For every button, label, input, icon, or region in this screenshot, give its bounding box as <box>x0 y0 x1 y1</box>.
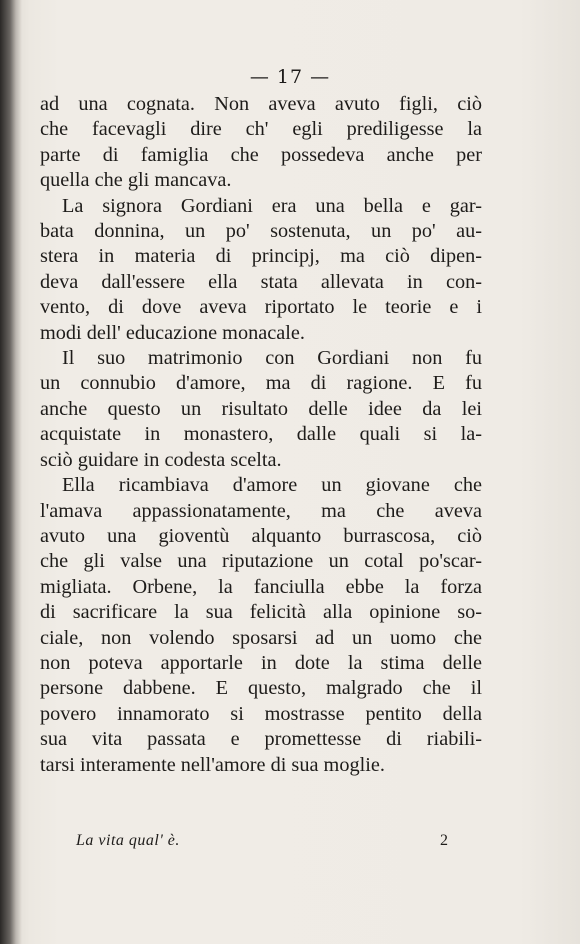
book-spine-shadow <box>0 0 22 944</box>
text-line: persone dabbene. E questo, malgrado che il <box>40 677 482 700</box>
text-line: parte di famiglia che possedeva anche per <box>40 143 482 166</box>
page-footer <box>76 832 448 850</box>
footer-running-title: La vita qual' è. <box>76 832 180 849</box>
text-line: non poteva apportarle in dote la stima delle <box>40 651 482 674</box>
text-line: un connubio d'amore, ma di ragione. E fu <box>40 372 482 395</box>
paragraph <box>40 92 482 194</box>
text-line: ciale, non volendo sposarsi ad un uomo che <box>40 626 482 649</box>
text-line: sua vita passata e promettesse di riabili- <box>40 728 482 751</box>
text-line: quella che gli mancava. <box>40 169 232 192</box>
text-line: acquistate in monastero, dalle quali si la- <box>40 423 482 446</box>
text-line: anche questo un risultato delle idee da lei <box>40 397 482 420</box>
text-line: stera in materia di principj, ma ciò dipen- <box>40 245 482 268</box>
text-line: l'amava appassionatamente, ma che aveva <box>40 499 482 522</box>
text-line: vento, di dove aveva riportato le teorie e i <box>40 296 482 319</box>
text-line: Il suo matrimonio con Gordiani non fu <box>62 347 482 370</box>
text-line: povero innamorato si mostrasse pentito della <box>40 702 482 725</box>
page-body-text <box>40 92 482 778</box>
text-line: che gli valse una riputazione un cotal po'scar- <box>40 550 482 573</box>
text-line: bata donnina, un po' sostenuta, un po' au- <box>40 220 482 243</box>
text-line: tarsi interamente nell'amore di sua moglie. <box>40 753 385 776</box>
paragraph <box>40 346 482 473</box>
text-line: Ella ricambiava d'amore un giovane che <box>62 474 482 497</box>
text-line: sciò guidare in codesta scelta. <box>40 448 282 471</box>
paragraph <box>40 194 482 346</box>
text-line: di sacrificare la sua felicità alla opinione so- <box>40 601 482 624</box>
text-line: che facevagli dire ch' egli prediligesse la <box>40 118 482 141</box>
text-line: migliata. Orbene, la fanciulla ebbe la forza <box>40 575 482 598</box>
text-line: avuto una gioventù alquanto burrascosa, ciò <box>40 524 482 547</box>
text-line: La signora Gordiani era una bella e gar- <box>62 194 482 217</box>
paragraph <box>40 473 482 778</box>
footer-signature-mark: 2 <box>440 832 448 849</box>
text-line: deva dall'essere ella stata allevata in con- <box>40 270 482 293</box>
text-line: ad una cognata. Non aveva avuto figli, ciò <box>40 93 482 115</box>
page-number-header: — 17 — <box>249 66 331 88</box>
text-line: modi dell' educazione monacale. <box>40 321 305 344</box>
